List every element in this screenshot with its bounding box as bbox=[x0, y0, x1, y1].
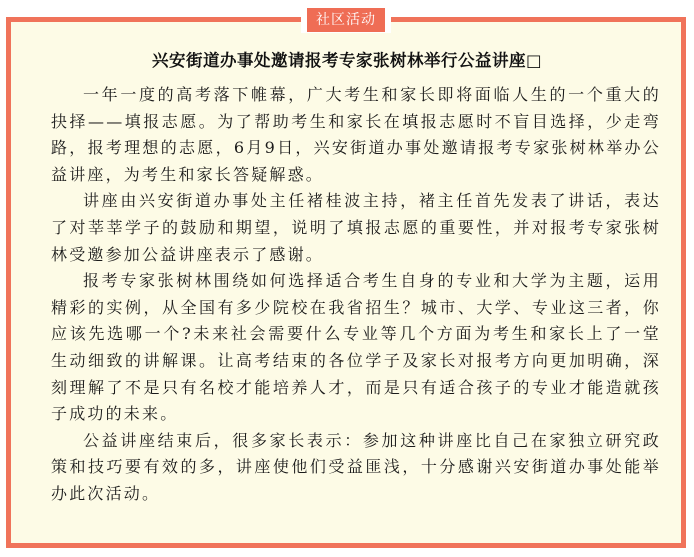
paragraph-host: 讲座由兴安街道办事处主任褚桂波主持，褚主任首先发表了讲话，表达了对莘莘学子的鼓励和期望，说明了填报志愿的重要性，并对报考专家张树林受邀参加公益讲座表示了感谢。 bbox=[51, 191, 661, 264]
section-tag bbox=[301, 7, 391, 33]
paragraph-lecture: 报考专家张树林围绕如何选择适合考生自身的专业和大学为主题，运用精彩的实例，从全国有多少院校在我省招生？城市、大学、专业这三者，你应该先选哪一个?未来社会需要什么专业等几个方面为考生和家长上了一堂生动细致的讲解课。让高考结束的各位学子及家长对报考方向更加明确，深刻理解了不是只有名校才能培养人才，而是只有适合孩子的专业才能造就孩子成功的未来。 bbox=[51, 271, 661, 424]
article-body bbox=[51, 82, 661, 508]
paragraph-feedback: 公益讲座结束后，很多家长表示：参加这种讲座比自己在家独立研究政策和技巧要有效的多，讲座使他们受益匪浅，十分感谢兴安街道办事处能举办此次活动。 bbox=[51, 430, 661, 503]
article-title: 兴安街道办事处邀请报考专家张树林举行公益讲座□ bbox=[151, 51, 543, 70]
paragraph-intro: 一年一度的高考落下帷幕，广大考生和家长即将面临人生的一个重大的抉择——填报志愿。为了帮助考生和家长在填报志愿时不盲目选择，少走弯路，报考理想的志愿，6月9日，兴安街道办事处邀请报考专家张树林举办公益讲座，为考生和家长答疑解惑。 bbox=[51, 85, 661, 184]
section-tag-label: 社区活动 bbox=[307, 8, 385, 32]
